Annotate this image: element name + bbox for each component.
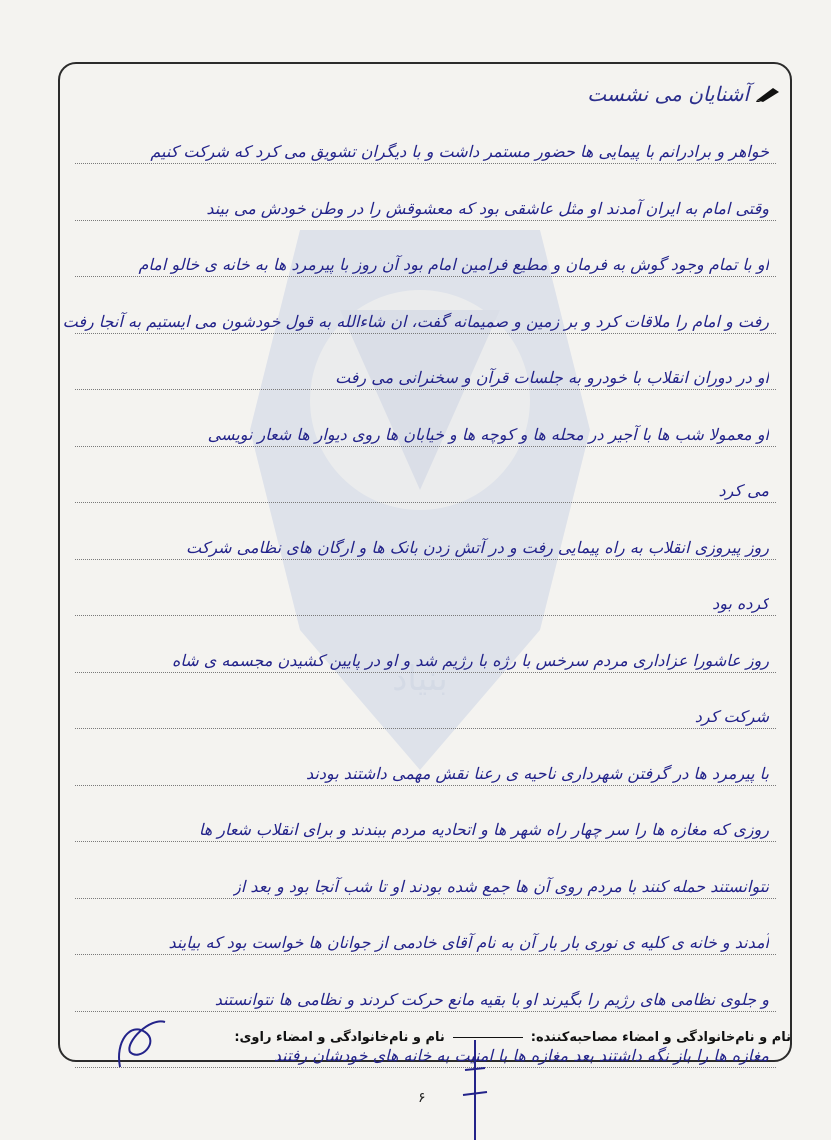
interviewer-label: نام و نام‌خانوادگی و امضاء مصاحبه‌کننده: — [530, 1030, 791, 1045]
header-title: آشنایان می نشست — [587, 82, 749, 106]
ruled-line — [75, 275, 776, 277]
ruled-line — [75, 953, 776, 955]
ruled-line — [75, 784, 776, 786]
ruled-line — [75, 445, 776, 447]
signature-footer — [234, 1030, 791, 1045]
handwritten-line: با پیرمرد ها در گرفتن شهرداری ناحیه ی رعنا نقش مهمی داشتند بودند — [305, 763, 769, 783]
handwritten-line: رفت و امام را ملاقات کرد و بر زمین و صمیمانه گفت، ان شاءالله به قول خودشون می ایستیم به آنجا رفت — [62, 311, 769, 331]
ruled-line — [75, 727, 776, 729]
ruled-line — [75, 332, 776, 334]
page-number: ۶ — [418, 1090, 426, 1106]
narrator-signature — [110, 1012, 170, 1072]
handwritten-line: و جلوی نظامی های رژیم را بگیرند او با بقیه مانع حرکت کردند و نظامی ها نتوانستند — [214, 989, 769, 1009]
ruled-line — [75, 897, 776, 899]
handwritten-line: وقتی امام به ایران آمدند او مثل عاشقی بود که معشوقش را در وطن خودش می بیند — [206, 198, 769, 218]
handwritten-line: او در دوران انقلاب با خودرو به جلسات قرآن و سخنرانی می رفت — [335, 368, 769, 387]
ruled-line — [75, 671, 776, 673]
pen-icon — [755, 86, 781, 102]
handwritten-line: کرده بود — [712, 594, 769, 613]
handwritten-line: خواهر و برادرانم با پیمایی ها حضور مستمر داشت و با دیگران تشویق می کرد که شرکت کنیم — [150, 142, 769, 161]
handwritten-line: آمدند و خانه ی کلیه ی نوری بار بار آن به نام آقای خادمی از جوانان ها خواست بود که بیایند — [168, 933, 769, 952]
ruled-line — [75, 558, 776, 560]
handwritten-line: می کرد — [718, 481, 769, 500]
handwritten-line: روزی که مغازه ها را سر چهار راه شهر ها و اتحادیه مردم ببندند و برای انقلاب شعار ها — [198, 820, 769, 839]
interviewer-signature — [455, 1040, 495, 1140]
ruled-line — [75, 219, 776, 221]
narrator-label: نام و نام‌خانوادگی و امضاء راوی: — [234, 1030, 445, 1045]
handwritten-line: شرکت کرد — [694, 707, 769, 726]
ruled-line — [75, 162, 776, 164]
handwritten-line: او با تمام وجود گوش به فرمان و مطیع فرامین امام بود آن روز با پیرمرد ها به خانه ی خالو امام — [138, 255, 769, 274]
ruled-line — [75, 388, 776, 390]
handwritten-line: او معمولا شب ها با آجیر در محله ها و کوچه ها و خیابان ها روی دیوار ها شعار نویسی — [207, 424, 769, 444]
ruled-line — [75, 501, 776, 503]
handwritten-line: روز عاشورا عزاداری مردم سرخس با رژه با رژیم شد و او در پایین کشیدن مجسمه ی شاه — [172, 650, 769, 670]
page-header — [587, 82, 781, 106]
ruled-line — [75, 1066, 776, 1068]
footer-separator — [453, 1037, 523, 1038]
handwritten-line: مغازه ها را باز نگه داشتند بعد مغازه ها با امنیت به خانه های خودشان رفتند — [273, 1046, 769, 1065]
ruled-line — [75, 1010, 776, 1012]
handwritten-line: روز پیروزی انقلاب به راه پیمایی رفت و در آتش زدن بانک ها و ارگان های نظامی شرکت — [186, 537, 769, 557]
handwritten-line: نتوانستند حمله کنند با مردم روی آن ها جمع شده بودند او تا شب آنجا بود و بعد از — [233, 876, 769, 896]
ruled-line — [75, 840, 776, 842]
ruled-line — [75, 614, 776, 616]
